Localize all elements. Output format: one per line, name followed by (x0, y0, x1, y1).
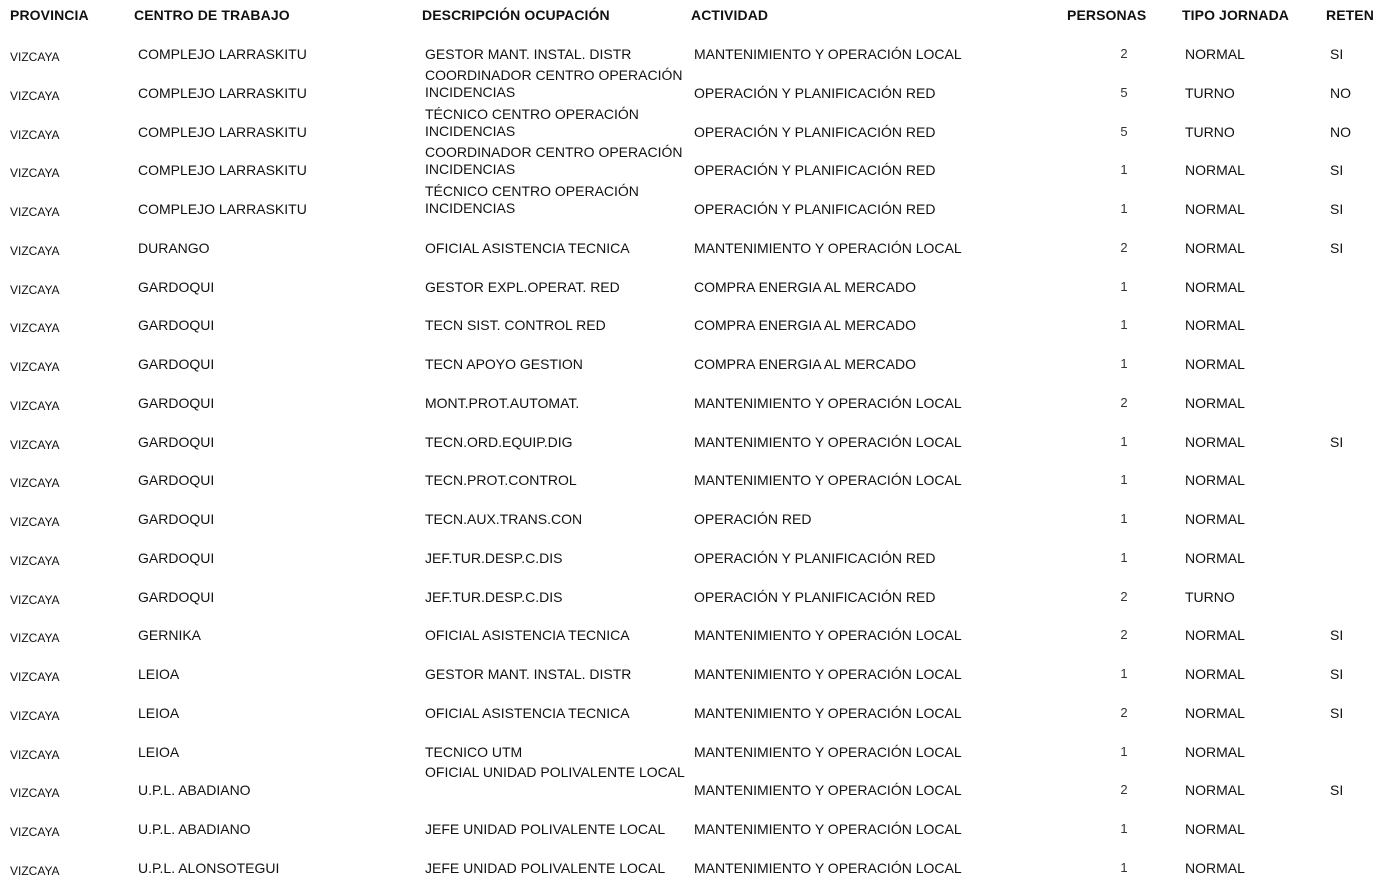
cell-descripcion-ocupacion: TÉCNICO CENTRO OPERACIÓN INCIDENCIAS (425, 105, 639, 139)
cell-tipo-jornada: NORMAL (1185, 782, 1245, 799)
cell-descripcion-ocupacion: COORDINADOR CENTRO OPERACIÓN INCIDENCIAS (425, 144, 683, 178)
cell-centro-de-trabajo: LEIOA (138, 743, 180, 760)
cell-actividad: OPERACIÓN Y PLANIFICACIÓN RED (694, 201, 936, 217)
cell-provincia: VIZCAYA (10, 631, 60, 646)
table-row (0, 305, 1382, 344)
cell-actividad: MANTENIMIENTO Y OPERACIÓN LOCAL (694, 239, 962, 256)
cell-centro-de-trabajo: GARDOQUI (138, 317, 215, 334)
cell-actividad: MANTENIMIENTO Y OPERACIÓN LOCAL (694, 821, 962, 837)
cell-actividad: OPERACIÓN Y PLANIFICACIÓN RED (694, 162, 936, 179)
cell-personas: 1 (1120, 356, 1128, 371)
cell-descripcion-ocupacion: GESTOR MANT. INSTAL. DISTR (425, 666, 632, 682)
cell-personas: 1 (1120, 472, 1128, 488)
cell-centro-de-trabajo: U.P.L. ABADIANO (138, 782, 251, 799)
cell-tipo-jornada: NORMAL (1185, 394, 1245, 411)
cell-descripcion-ocupacion: GESTOR MANT. INSTAL. DISTR (425, 46, 632, 62)
cell-centro-de-trabajo: DURANGO (138, 239, 210, 256)
cell-tipo-jornada: NORMAL (1185, 704, 1245, 721)
cell-personas: 2 (1120, 627, 1128, 643)
table-row (0, 105, 1382, 151)
cell-personas: 1 (1120, 201, 1128, 216)
cell-tipo-jornada: NORMAL (1185, 278, 1245, 295)
cell-provincia: VIZCAYA (10, 127, 60, 142)
cell-descripcion-ocupacion: JEFE UNIDAD POLIVALENTE LOCAL (425, 859, 666, 876)
cell-tipo-jornada: NORMAL (1185, 627, 1245, 644)
cell-centro-de-trabajo: GARDOQUI (138, 511, 215, 527)
header-descripcion-ocupacion: DESCRIPCIÓN OCUPACIÓN (422, 7, 610, 23)
cell-descripcion-ocupacion: TECN SIST. CONTROL RED (425, 317, 606, 334)
cell-personas: 1 (1120, 511, 1128, 526)
cell-actividad: OPERACIÓN Y PLANIFICACIÓN RED (694, 123, 936, 140)
cell-provincia: VIZCAYA (10, 476, 60, 491)
cell-descripcion-ocupacion: MONT.PROT.AUTOMAT. (425, 394, 580, 411)
table-row (0, 34, 1382, 73)
cell-tipo-jornada: TURNO (1185, 588, 1235, 605)
cell-personas: 1 (1120, 162, 1128, 178)
table-row (0, 228, 1382, 267)
table-row (0, 693, 1382, 732)
cell-provincia: VIZCAYA (10, 398, 60, 413)
cell-provincia: VIZCAYA (10, 50, 60, 64)
cell-provincia: VIZCAYA (10, 360, 60, 374)
cell-provincia: VIZCAYA (10, 708, 60, 723)
cell-personas: 1 (1120, 278, 1128, 294)
cell-personas: 2 (1120, 704, 1128, 720)
cell-provincia: VIZCAYA (10, 243, 60, 258)
cell-actividad: COMPRA ENERGIA AL MERCADO (694, 317, 916, 334)
cell-tipo-jornada: NORMAL (1185, 511, 1245, 527)
cell-reten: SI (1330, 201, 1344, 217)
cell-actividad: OPERACIÓN Y PLANIFICACIÓN RED (694, 549, 936, 566)
cell-provincia: VIZCAYA (10, 321, 60, 336)
cell-personas: 1 (1120, 859, 1128, 875)
cell-centro-de-trabajo: GARDOQUI (138, 472, 215, 489)
header-personas: PERSONAS (1067, 7, 1147, 23)
cell-actividad: OPERACIÓN Y PLANIFICACIÓN RED (694, 84, 936, 101)
cell-centro-de-trabajo: LEIOA (138, 666, 180, 682)
cell-provincia: VIZCAYA (10, 553, 60, 568)
cell-actividad: MANTENIMIENTO Y OPERACIÓN LOCAL (694, 782, 962, 799)
cell-personas: 2 (1120, 394, 1128, 410)
cell-reten: NO (1330, 84, 1351, 101)
cell-tipo-jornada: NORMAL (1185, 356, 1245, 372)
cell-personas: 2 (1120, 782, 1128, 798)
cell-provincia: VIZCAYA (10, 670, 60, 684)
cell-centro-de-trabajo: U.P.L. ABADIANO (138, 821, 251, 837)
cell-provincia: VIZCAYA (10, 863, 60, 878)
table-row (0, 654, 1382, 693)
cell-provincia: VIZCAYA (10, 282, 60, 297)
cell-personas: 2 (1120, 588, 1128, 604)
cell-personas: 2 (1120, 46, 1128, 61)
table-row (0, 764, 1382, 809)
cell-centro-de-trabajo: COMPLEJO LARRASKITU (138, 162, 307, 179)
cell-descripcion-ocupacion: OFICIAL UNIDAD POLIVALENTE LOCAL (425, 764, 685, 781)
cell-personas: 1 (1120, 549, 1128, 565)
cell-tipo-jornada: NORMAL (1185, 201, 1245, 217)
cell-provincia: VIZCAYA (10, 88, 60, 103)
cell-provincia: VIZCAYA (10, 825, 60, 839)
cell-actividad: MANTENIMIENTO Y OPERACIÓN LOCAL (694, 46, 962, 62)
cell-reten: SI (1330, 46, 1344, 62)
cell-descripcion-ocupacion: OFICIAL ASISTENCIA TECNICA (425, 704, 630, 721)
cell-personas: 1 (1120, 743, 1128, 759)
cell-reten: SI (1330, 162, 1344, 179)
cell-descripcion-ocupacion: TECNICO UTM (425, 743, 523, 760)
cell-reten: SI (1330, 433, 1344, 450)
cell-descripcion-ocupacion: JEF.TUR.DESP.C.DIS (425, 588, 563, 605)
cell-centro-de-trabajo: GERNIKA (138, 627, 202, 644)
table-header (0, 0, 1382, 32)
cell-tipo-jornada: TURNO (1185, 84, 1235, 101)
cell-descripcion-ocupacion: OFICIAL ASISTENCIA TECNICA (425, 239, 630, 256)
cell-centro-de-trabajo: COMPLEJO LARRASKITU (138, 84, 307, 101)
cell-tipo-jornada: NORMAL (1185, 162, 1245, 179)
cell-descripcion-ocupacion: JEF.TUR.DESP.C.DIS (425, 549, 563, 566)
cell-actividad: MANTENIMIENTO Y OPERACIÓN LOCAL (694, 704, 962, 721)
cell-descripcion-ocupacion: OFICIAL ASISTENCIA TECNICA (425, 627, 630, 644)
cell-reten: NO (1330, 123, 1351, 140)
cell-descripcion-ocupacion: TÉCNICO CENTRO OPERACIÓN INCIDENCIAS (425, 183, 639, 216)
cell-reten: SI (1330, 782, 1344, 799)
header-actividad: ACTIVIDAD (691, 7, 769, 23)
table-row (0, 144, 1382, 189)
cell-centro-de-trabajo: COMPLEJO LARRASKITU (138, 46, 307, 62)
table-row (0, 383, 1382, 422)
table-row (0, 267, 1382, 306)
table-row (0, 809, 1382, 848)
table-row (0, 344, 1382, 383)
cell-descripcion-ocupacion: GESTOR EXPL.OPERAT. RED (425, 278, 620, 295)
cell-centro-de-trabajo: GARDOQUI (138, 394, 215, 411)
header-provincia: PROVINCIA (10, 7, 89, 23)
cell-personas: 1 (1120, 821, 1128, 836)
cell-descripcion-ocupacion: COORDINADOR CENTRO OPERACIÓN INCIDENCIAS (425, 66, 683, 100)
table-row (0, 422, 1382, 461)
cell-tipo-jornada: TURNO (1185, 123, 1235, 140)
table-body (0, 34, 1382, 887)
cell-tipo-jornada: NORMAL (1185, 859, 1245, 876)
table-row (0, 66, 1382, 112)
table-row (0, 848, 1382, 887)
cell-centro-de-trabajo: COMPLEJO LARRASKITU (138, 123, 307, 140)
cell-actividad: MANTENIMIENTO Y OPERACIÓN LOCAL (694, 472, 962, 489)
cell-actividad: MANTENIMIENTO Y OPERACIÓN LOCAL (694, 394, 962, 411)
cell-descripcion-ocupacion: TECN APOYO GESTION (425, 356, 583, 372)
cell-tipo-jornada: NORMAL (1185, 239, 1245, 256)
cell-provincia: VIZCAYA (10, 747, 60, 762)
cell-tipo-jornada: NORMAL (1185, 433, 1245, 450)
cell-personas: 1 (1120, 317, 1128, 333)
cell-actividad: COMPRA ENERGIA AL MERCADO (694, 356, 916, 372)
cell-reten: SI (1330, 666, 1344, 682)
cell-centro-de-trabajo: GARDOQUI (138, 549, 215, 566)
cell-centro-de-trabajo: LEIOA (138, 704, 180, 721)
cell-tipo-jornada: NORMAL (1185, 472, 1245, 489)
cell-reten: SI (1330, 239, 1344, 256)
cell-centro-de-trabajo: GARDOQUI (138, 588, 215, 605)
cell-tipo-jornada: NORMAL (1185, 317, 1245, 334)
cell-provincia: VIZCAYA (10, 205, 60, 219)
table-row (0, 577, 1382, 616)
cell-reten: SI (1330, 627, 1344, 644)
cell-centro-de-trabajo: U.P.L. ALONSOTEGUI (138, 859, 280, 876)
cell-provincia: VIZCAYA (10, 592, 60, 607)
cell-descripcion-ocupacion: TECN.ORD.EQUIP.DIG (425, 433, 573, 450)
table-row (0, 615, 1382, 654)
cell-actividad: MANTENIMIENTO Y OPERACIÓN LOCAL (694, 859, 962, 876)
cell-descripcion-ocupacion: JEFE UNIDAD POLIVALENTE LOCAL (425, 821, 666, 837)
cell-centro-de-trabajo: GARDOQUI (138, 433, 215, 450)
cell-provincia: VIZCAYA (10, 437, 60, 452)
header-reten: RETEN (1326, 7, 1374, 23)
cell-tipo-jornada: NORMAL (1185, 666, 1245, 682)
cell-centro-de-trabajo: COMPLEJO LARRASKITU (138, 201, 307, 217)
cell-tipo-jornada: NORMAL (1185, 743, 1245, 760)
cell-actividad: MANTENIMIENTO Y OPERACIÓN LOCAL (694, 627, 962, 644)
cell-tipo-jornada: NORMAL (1185, 549, 1245, 566)
cell-personas: 5 (1120, 84, 1128, 100)
cell-provincia: VIZCAYA (10, 166, 60, 181)
cell-personas: 1 (1120, 433, 1128, 449)
cell-centro-de-trabajo: GARDOQUI (138, 278, 215, 295)
header-tipo-jornada: TIPO JORNADA (1182, 7, 1289, 23)
cell-actividad: MANTENIMIENTO Y OPERACIÓN LOCAL (694, 433, 962, 450)
table-row (0, 499, 1382, 538)
table-row (0, 732, 1382, 771)
cell-personas: 1 (1120, 666, 1128, 681)
cell-reten: SI (1330, 704, 1344, 721)
cell-actividad: MANTENIMIENTO Y OPERACIÓN LOCAL (694, 666, 962, 682)
cell-personas: 2 (1120, 239, 1128, 255)
cell-descripcion-ocupacion: TECN.AUX.TRANS.CON (425, 511, 583, 527)
cell-tipo-jornada: NORMAL (1185, 46, 1245, 62)
cell-centro-de-trabajo: GARDOQUI (138, 356, 215, 372)
cell-actividad: COMPRA ENERGIA AL MERCADO (694, 278, 916, 295)
cell-actividad: OPERACIÓN RED (694, 511, 812, 527)
header-centro-de-trabajo: CENTRO DE TRABAJO (134, 7, 290, 23)
cell-provincia: VIZCAYA (10, 786, 60, 801)
table-row (0, 460, 1382, 499)
cell-actividad: OPERACIÓN Y PLANIFICACIÓN RED (694, 588, 936, 605)
cell-descripcion-ocupacion: TECN.PROT.CONTROL (425, 472, 577, 489)
cell-tipo-jornada: NORMAL (1185, 821, 1245, 837)
cell-personas: 5 (1120, 123, 1128, 139)
table-row (0, 183, 1382, 228)
cell-actividad: MANTENIMIENTO Y OPERACIÓN LOCAL (694, 743, 962, 760)
table-row (0, 538, 1382, 577)
cell-provincia: VIZCAYA (10, 515, 60, 529)
